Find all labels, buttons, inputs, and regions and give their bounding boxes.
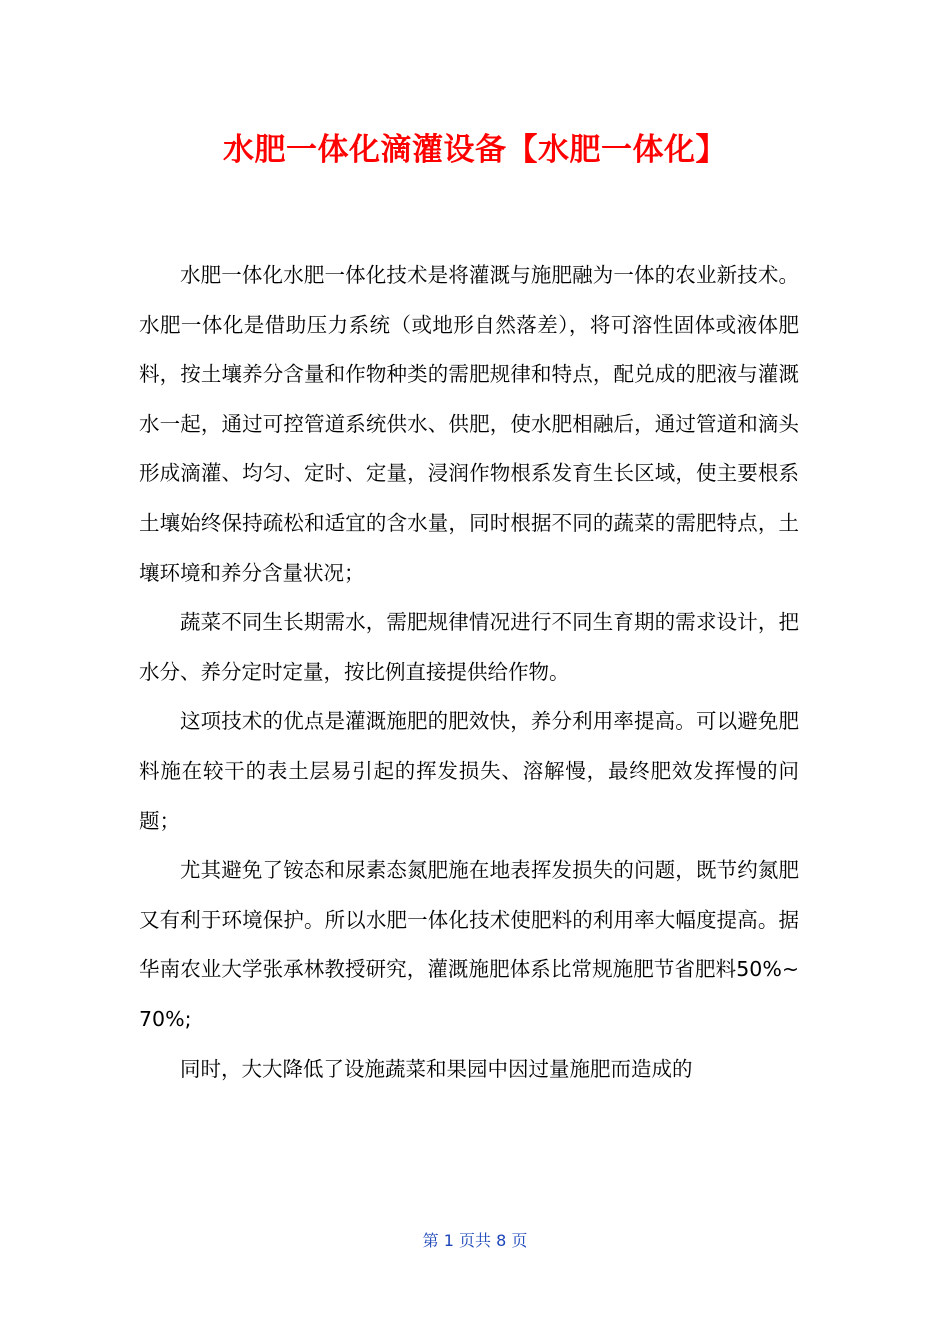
document-body: [139, 251, 799, 1094]
paragraph-5: 同时，大大降低了设施蔬菜和果园中因过量施肥而造成的: [180, 1056, 693, 1081]
page-number-footer: 第 1 页共 8 页: [422, 1231, 528, 1250]
paragraph-2: 蔬菜不同生长期需水，需肥规律情况进行不同生育期的需求设计，把水分、养分定时定量，按比例直接提供给作物。: [139, 610, 799, 684]
document-title: 水肥一体化滴灌设备【水肥一体化】: [223, 132, 727, 168]
paragraph-1: 水肥一体化水肥一体化技术是将灌溉与施肥融为一体的农业新技术。水肥一体化是借助压力系统（或地形自然落差），将可溶性固体或液体肥料，按土壤养分含量和作物种类的需肥规律和特点，配兑成的肥液与灌溉水一起，通过可控管道系统供水、供肥，使水肥相融后，通过管道和滴头形成滴灌、均匀、定时、定量，浸润作物根系发育生长区域，使主要根系土壤始终保持疏松和适宜的含水量，同时根据不同的蔬菜的需肥特点，土壤环境和养分含量状况；: [139, 263, 799, 585]
paragraph-3: 这项技术的优点是灌溉施肥的肥效快，养分利用率提高。可以避免肥料施在较干的表土层易引起的挥发损失、溶解慢，最终肥效发挥慢的问题；: [139, 709, 799, 833]
paragraph-4: 尤其避免了铵态和尿素态氮肥施在地表挥发损失的问题，既节约氮肥又有利于环境保护。所以水肥一体化技术使肥料的利用率大幅度提高。据华南农业大学张承林教授研究，灌溉施肥体系比常规施肥节省肥料50%~70%;: [139, 858, 799, 1031]
